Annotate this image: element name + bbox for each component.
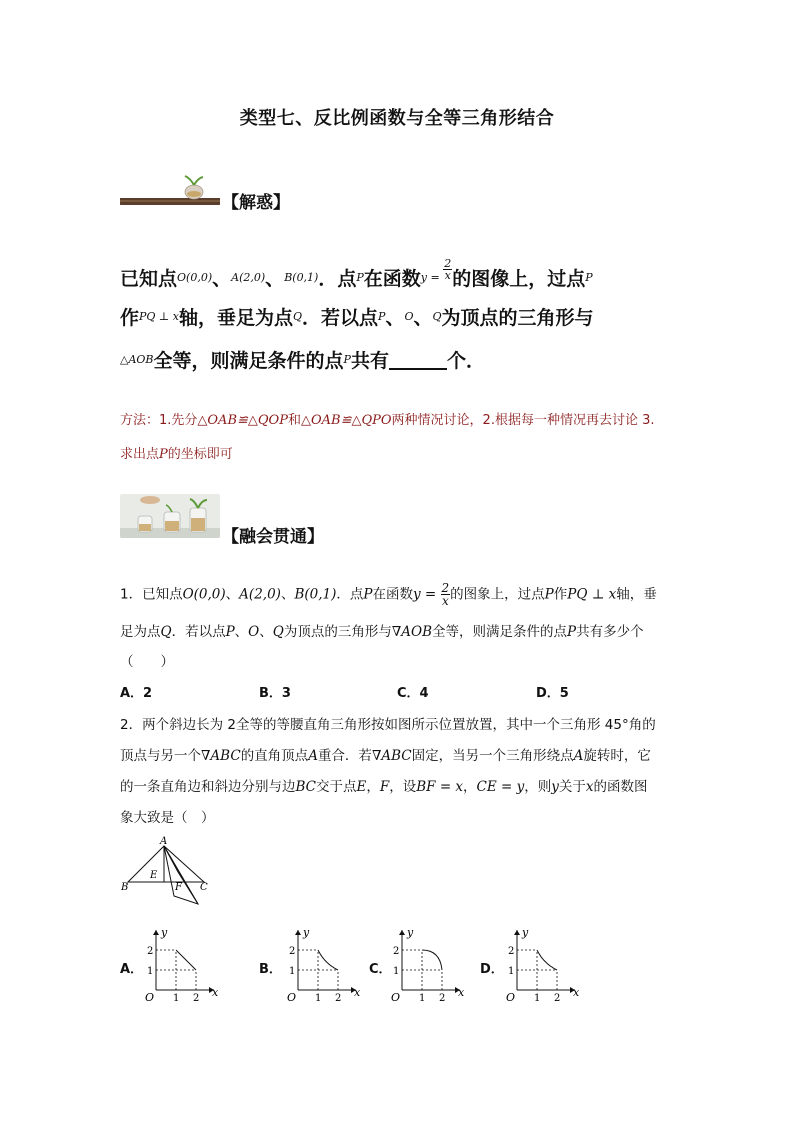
origin-label: O <box>506 991 516 1002</box>
x-tick-label-1: 1 <box>419 993 426 1002</box>
method-line-1 <box>120 409 655 428</box>
text: ， <box>366 779 380 795</box>
y-tick-label-1: 1 <box>147 966 154 977</box>
y-axis-label: y <box>161 926 168 939</box>
text: ， <box>463 779 477 795</box>
x-tick-label-2: 2 <box>439 993 446 1002</box>
text: 个． <box>446 350 485 372</box>
var-o: O <box>404 310 414 323</box>
function-curve <box>422 950 442 970</box>
text: 两种情况讨论，2.根据每一种情况再去讨论 3. <box>391 413 655 428</box>
origin-label: O <box>287 991 297 1002</box>
origin-label: O <box>391 991 401 1002</box>
y-axis-arrow <box>514 930 520 935</box>
triangle-aob: △AOB <box>120 353 154 366</box>
q1-line-3: （ ） <box>120 654 174 670</box>
q1-option-c[interactable]: C．4 <box>397 686 429 701</box>
text: 、 <box>265 268 285 290</box>
var-p: P <box>585 271 593 284</box>
text: ．点 <box>318 268 357 290</box>
q2-option-a[interactable]: A． <box>120 962 144 977</box>
text: ，设 <box>389 779 417 795</box>
point-a: A(2,0) <box>239 586 281 603</box>
text: 轴，垂 <box>616 586 657 603</box>
text: 全等，则满足条件的点 <box>153 350 344 372</box>
text: 共有 <box>350 350 389 372</box>
text: 为顶点的三角形与 <box>441 307 594 329</box>
y-tick-label-1: 1 <box>393 966 400 977</box>
text: 的一条直角边和斜边分别与边 <box>120 779 296 795</box>
y-tick-label-1: 1 <box>289 966 296 977</box>
y-tick-label-2: 2 <box>393 946 400 957</box>
x-tick-label-1: 1 <box>173 993 180 1002</box>
label-f: F <box>175 882 182 893</box>
numerator: 2 <box>441 581 450 595</box>
congruence-2: △OAB≌△QPO <box>300 413 392 428</box>
section-heading-jiehuo: 【解惑】 <box>222 193 290 213</box>
coin-jars-illustration <box>120 494 220 538</box>
y-axis-arrow <box>153 930 159 935</box>
var-o: O <box>248 624 260 640</box>
denominator: x <box>444 269 451 282</box>
text: 的直角顶点 <box>240 748 309 764</box>
option-d-graph <box>503 924 581 1002</box>
text: 、 <box>225 586 240 603</box>
text: 的图象上，过点 <box>450 586 545 603</box>
triangle-figure <box>118 834 218 910</box>
text: 共有多少个 <box>576 624 644 640</box>
x-tick-label-1: 1 <box>534 993 541 1002</box>
segment-bc: BC <box>295 779 317 795</box>
pq-perp-x: PQ ⊥ x <box>139 310 179 323</box>
text: ．若以点 <box>171 624 226 640</box>
x-axis-label: x <box>354 986 361 999</box>
text: 旋转时，它 <box>583 748 651 764</box>
x-tick-label-2: 2 <box>193 993 200 1002</box>
text: 、 <box>385 307 405 329</box>
option-a-graph <box>142 924 220 1002</box>
var-p: P <box>363 586 373 603</box>
triangle-aob: ∇AOB <box>391 624 432 640</box>
triangle-abc: ∇ABC <box>201 748 241 764</box>
var-a: A <box>308 748 318 764</box>
var-p: P <box>356 271 364 284</box>
method-line-2 <box>120 443 233 462</box>
label-a: A <box>160 836 168 847</box>
text: 的函数图 <box>593 779 648 795</box>
var-p: P <box>378 310 386 323</box>
y-axis-label: y <box>303 926 310 939</box>
text: ．点 <box>336 586 364 603</box>
function-curve <box>537 950 557 970</box>
text: 求出点 <box>120 447 160 462</box>
fraction-2-over-x <box>441 582 451 607</box>
var-q: Q <box>272 624 284 640</box>
x-tick-label-1: 1 <box>315 993 322 1002</box>
section-banner-image-2 <box>120 494 220 538</box>
point-a: A(2,0) <box>231 271 266 284</box>
label-e: E <box>150 870 158 881</box>
text: 已知点 <box>120 268 178 290</box>
text: 1．已知点 <box>120 586 183 603</box>
q1-option-d[interactable]: D．5 <box>536 686 569 701</box>
text: 、 <box>234 624 249 640</box>
point-o: O(0,0) <box>182 586 226 603</box>
label-c: C <box>200 882 208 893</box>
ce-equals-y: CE = y <box>476 779 525 795</box>
text: 轴，垂足为点 <box>178 307 293 329</box>
text: 的坐标即可 <box>167 447 233 462</box>
triangle-abc-shape <box>128 846 204 882</box>
y-axis-arrow <box>399 930 405 935</box>
text: 的图像上，过点 <box>452 268 586 290</box>
var-q: Q <box>160 624 172 640</box>
point-o: O(0,0) <box>177 271 213 284</box>
q2-line-3 <box>120 775 648 795</box>
label-b: B <box>121 882 129 893</box>
text: 、 <box>259 624 273 640</box>
var-p: P <box>159 447 168 462</box>
text: 固定，当另一个三角形绕点 <box>411 748 574 764</box>
var-y: y <box>551 779 559 795</box>
text: 顶点与另一个 <box>120 748 201 764</box>
q1-line-2 <box>120 620 644 640</box>
q1-line-1 <box>120 582 657 607</box>
section-heading-ronghui: 【融会贯通】 <box>222 527 324 547</box>
text: 作 <box>120 307 140 329</box>
y-tick-label-2: 2 <box>508 946 515 957</box>
page-title: 类型七、反比例函数与全等三角形结合 <box>239 108 555 129</box>
y-axis-label: y <box>407 926 414 939</box>
text: ．若以点 <box>302 307 379 329</box>
q2-line-2 <box>120 744 651 764</box>
y-axis-label: y <box>522 926 529 939</box>
var-q: Q <box>293 310 303 323</box>
var-f: F <box>379 779 390 795</box>
q2-option-b[interactable]: B． <box>259 962 282 977</box>
text: 为顶点的三角形与 <box>283 624 392 640</box>
x-axis-label: x <box>573 986 580 999</box>
q1-option-b[interactable]: B．3 <box>259 686 291 701</box>
var-a: A <box>573 748 584 764</box>
text: 方法：1.先分 <box>120 413 198 428</box>
q2-line-4: 象大致是（ ） <box>120 810 215 826</box>
problem-line-3 <box>120 352 485 371</box>
var-x: x <box>585 779 594 795</box>
text: 和 <box>287 413 301 428</box>
x-tick-label-2: 2 <box>554 993 561 1002</box>
var-p: P <box>225 624 235 640</box>
text: 在函数 <box>372 586 413 603</box>
text: 交于点 <box>316 779 357 795</box>
q1-option-a[interactable]: A．2 <box>120 686 153 701</box>
text: 关于 <box>558 779 586 795</box>
text: ，则 <box>524 779 552 795</box>
var-p: P <box>567 624 577 640</box>
plant-coins-illustration <box>120 170 220 206</box>
denominator: x <box>441 594 449 608</box>
y-tick-label-1: 1 <box>508 966 515 977</box>
problem-line-2 <box>120 309 594 328</box>
var-q: Q <box>432 310 442 323</box>
option-b-graph <box>284 924 362 1002</box>
equals: = <box>427 271 444 284</box>
text: 全等，则满足条件的点 <box>432 624 567 640</box>
pq-perp-x: PQ ⊥ x <box>567 586 617 603</box>
q2-option-d[interactable]: D． <box>480 962 504 977</box>
y-axis-arrow <box>295 930 301 935</box>
bf-equals-x: BF = x <box>416 779 464 795</box>
function-curve <box>176 950 196 970</box>
answer-blank[interactable] <box>389 352 447 370</box>
var-p: P <box>544 586 554 603</box>
y-tick-label-2: 2 <box>289 946 296 957</box>
text: 在函数 <box>363 268 421 290</box>
q2-line-1: 2．两个斜边长为 2全等的等腰直角三角形按如图所示位置放置，其中一个三角形 45°角的 <box>120 717 656 733</box>
point-b: B(0,1) <box>284 271 319 284</box>
text: 、 <box>280 586 295 603</box>
numerator: 2 <box>444 257 452 270</box>
x-tick-label-2: 2 <box>335 993 342 1002</box>
origin-label: O <box>145 991 155 1002</box>
x-axis-label: x <box>458 986 465 999</box>
triangle-abc: ∇ABC <box>371 748 412 764</box>
congruence-1: △OAB≌△QOP <box>197 413 288 428</box>
rotating-triangle-outline <box>164 846 198 904</box>
function-curve <box>318 950 338 970</box>
text: 、 <box>212 268 232 290</box>
var-y: y <box>412 586 421 603</box>
var-y: y <box>420 271 428 284</box>
fraction-2-over-x <box>443 258 452 281</box>
text: 作 <box>553 586 568 603</box>
x-axis-label: x <box>212 986 219 999</box>
problem-line-1 <box>120 258 593 289</box>
text: 、 <box>413 307 433 329</box>
text: 足为点 <box>120 624 161 640</box>
var-e: E <box>356 779 367 795</box>
option-c-graph <box>388 924 466 1002</box>
section-banner-image <box>120 170 220 206</box>
var-p: P <box>343 353 351 366</box>
point-b: B(0,1) <box>294 586 337 603</box>
text: 重合．若 <box>317 748 372 764</box>
y-tick-label-2: 2 <box>147 946 154 957</box>
equals: = <box>420 586 441 603</box>
q2-option-c[interactable]: C． <box>369 962 392 977</box>
